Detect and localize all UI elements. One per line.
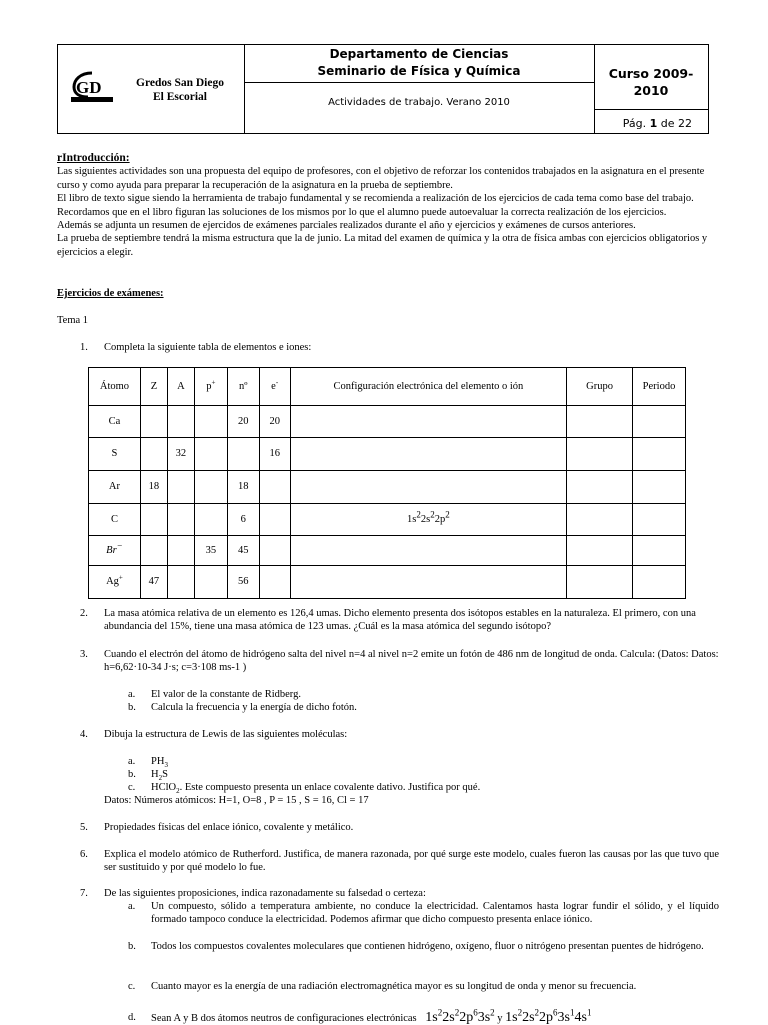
- sub-item-text: Un compuesto, sólido a temperatura ambiente, no conduce la electricidad. Calentamos hasta lograr fundir el sólido, y el líquido formado tampoco conduce la electricidad. Podemos afirmar que dicho compuesto presenta enlace iónico.: [151, 901, 719, 926]
- table-cell: Ca: [89, 406, 141, 438]
- sub-item-text: Cuanto mayor es la energía de una radiación electromagnética mayor es su longitud de onda y menor su frecuencia.: [151, 981, 637, 992]
- atomic-numbers-data: Datos: Números atómicos: H=1, O=8 , P = 15 , S = 16, Cl = 17: [104, 795, 369, 806]
- page-total: de 22: [660, 117, 692, 130]
- intro-paragraph: La prueba de septiembre tendrá la misma estructura que la de junio. La mitad del examen de química y la otra de física ambas con ejercicios obligatorios y ejercicios a elegir.: [57, 233, 708, 258]
- table-cell: [632, 406, 685, 438]
- sub-item-text: Calcula la frecuencia y la energía de dicho fotón.: [151, 702, 357, 713]
- table-cell: [194, 471, 227, 504]
- table-cell: [167, 471, 194, 504]
- table-cell: [194, 406, 227, 438]
- table-cell: 20: [227, 406, 259, 438]
- table-cell: [167, 566, 194, 599]
- column-header: p+: [194, 368, 227, 406]
- column-header: Configuración electrónica del elemento o ión: [290, 368, 566, 406]
- svg-text:GD: GD: [76, 78, 102, 97]
- intro-paragraph: El libro de texto sigue siendo la herramienta de trabajo fundamental y se recomienda a realización de los ejercicios de cada tema como base del trabajo. Recordamos que en el libro figuran las soluciones de los mismos por lo que el alumno puede autoevaluar la correcta realización de los ejercicios.: [57, 193, 694, 218]
- table-cell: [290, 406, 566, 438]
- question-text: Dibuja la estructura de Lewis de las siguientes moléculas:: [104, 729, 348, 740]
- school-logo-icon: [70, 69, 114, 103]
- sub-item-d-text: Sean A y B dos átomos neutros de configuraciones electrónicas: [151, 1013, 417, 1024]
- table-row: [89, 566, 686, 599]
- table-cell: [259, 504, 290, 536]
- table-cell: [567, 471, 633, 504]
- question-text: Completa la siguiente tabla de elementos e iones:: [104, 342, 312, 353]
- page-prefix: Pág.: [622, 117, 647, 130]
- intro-paragraph: Además se adjunta un resumen de ejercidos de exámenes parciales realizados durante el año y ejercicios y exámenes de cursos anteriores.: [57, 220, 636, 232]
- table-cell: [290, 566, 566, 599]
- table-cell: 16: [259, 438, 290, 471]
- table-row: [89, 504, 686, 536]
- table-cell: [194, 438, 227, 471]
- document-header: [57, 44, 709, 134]
- page-number: 1: [649, 117, 658, 130]
- question-number: 5.: [80, 822, 88, 833]
- department-title: Departamento de Ciencias: [329, 47, 509, 61]
- electron-configuration-a: $1s^22s^22p^63s^2$: [425, 1007, 495, 1025]
- table-cell: [567, 438, 633, 471]
- table-cell: [167, 536, 194, 566]
- topic-label: Tema 1: [57, 315, 89, 326]
- school-name-line2: El Escorial: [153, 91, 207, 103]
- table-cell: [290, 536, 566, 566]
- table-cell: [632, 536, 685, 566]
- introduction: [57, 152, 712, 259]
- sub-item-text: $H_2S$: [151, 769, 168, 783]
- table-cell: 32: [167, 438, 194, 471]
- sub-item-text: [151, 1007, 719, 1025]
- table-row: [89, 471, 686, 504]
- intro-paragraph: Las siguientes actividades son una propuesta del equipo de profesores, con el objetivo de reforzar los contenidos trabajados en la asignatura en el presente curso y como ayuda para preparar la recuperación de la asignatura en la prueba de septiembre.: [57, 166, 705, 191]
- table-cell: [567, 406, 633, 438]
- page-indicator: [594, 117, 708, 130]
- question-text: De las siguientes proposiciones, indica razonadamente su falsedad o certeza:: [104, 888, 426, 899]
- table-cell: [632, 471, 685, 504]
- question-number: 3.: [80, 649, 88, 660]
- sub-item-text: $PH_3$: [151, 756, 168, 770]
- course-label: [594, 65, 708, 99]
- table-cell: 56: [227, 566, 259, 599]
- question-text: La masa atómica relativa de un elemento es 126,4 umas. Dicho elemento presenta dos isótopos estables en la naturaleza. El primero, con una abundancia del 15%, tiene una masa atómica de 123 umas. ¿Cuál es la masa atómica del segundo isótopo?: [104, 608, 696, 633]
- question-text: Propiedades físicas del enlace iónico, covalente y metálico.: [104, 822, 354, 833]
- course-cell: [594, 45, 708, 133]
- table-cell: S: [89, 438, 141, 471]
- header-divider: [244, 82, 594, 83]
- table-header-row: [89, 368, 686, 406]
- table-cell: C: [89, 504, 141, 536]
- table-cell: 18: [140, 471, 167, 504]
- table-cell: [259, 536, 290, 566]
- table-cell: [140, 504, 167, 536]
- table-row: [89, 406, 686, 438]
- column-header: Periodo: [632, 368, 685, 406]
- table-cell: [567, 536, 633, 566]
- question-number: 7.: [80, 888, 88, 899]
- table-cell: [290, 471, 566, 504]
- table-cell: [194, 504, 227, 536]
- column-header: e-: [259, 368, 290, 406]
- school-cell: [58, 45, 245, 133]
- table-cell: [167, 504, 194, 536]
- column-header: nº: [227, 368, 259, 406]
- column-header: A: [167, 368, 194, 406]
- school-name-line1: Gredos San Diego: [136, 77, 224, 89]
- table-cell: [140, 438, 167, 471]
- sub-item-text: El valor de la constante de Ridberg.: [151, 689, 301, 700]
- seminar-title: Seminario de Física y Química: [317, 64, 521, 78]
- column-header: Z: [140, 368, 167, 406]
- table-row: [89, 536, 686, 566]
- table-cell: [227, 438, 259, 471]
- course-divider: [594, 109, 708, 110]
- column-header: Grupo: [567, 368, 633, 406]
- table-cell: Br−: [89, 536, 141, 566]
- table-cell: 18: [227, 471, 259, 504]
- course-line1: Curso 2009-: [608, 66, 694, 81]
- section-title: Ejercicios de exámenes:: [57, 288, 164, 299]
- table-cell: Ar: [89, 471, 141, 504]
- column-header: Átomo: [89, 368, 141, 406]
- introduction-title: rIntroducción:: [57, 152, 130, 164]
- question-number: 6.: [80, 849, 88, 860]
- table-cell: 6: [227, 504, 259, 536]
- table-cell: [167, 406, 194, 438]
- table-cell: 47: [140, 566, 167, 599]
- question-text: Explica el modelo atómico de Rutherford. Justifica, de manera razonada, por qué surge este modelo, cuales fueron las causas por las que tuvo que ser sustituido y por qué modelo lo fue.: [104, 849, 719, 874]
- table-cell: 35: [194, 536, 227, 566]
- table-cell: 20: [259, 406, 290, 438]
- sub-item-text: HClO$_2$. Este compuesto presenta un enlace covalente dativo. Justifica por qué.: [151, 782, 481, 796]
- table-row: [89, 438, 686, 471]
- question-number: 4.: [80, 729, 88, 740]
- question-text: Cuando el electrón del átomo de hidrógeno salta del nivel n=4 al nivel n=2 emite un fotón de 486 nm de longitud de onda. Calcula: (Datos: Datos: h=6,62·10-34 J·s; c=3·108 ms-1 ): [104, 649, 719, 674]
- table-cell: [259, 566, 290, 599]
- table-cell: [140, 536, 167, 566]
- table-cell: [632, 438, 685, 471]
- table-cell: [194, 566, 227, 599]
- department-cell: [244, 45, 595, 133]
- elements-table: [88, 367, 686, 599]
- school-name: [120, 76, 240, 104]
- table-cell: [632, 566, 685, 599]
- sub-item-text: Todos los compuestos covalentes moleculares que contienen hidrógeno, oxígeno, fluor o nitrógeno presentan puentes de hidrógeno.: [151, 941, 704, 952]
- question-number: 2.: [80, 608, 88, 619]
- electron-configuration: $1s^22s^22p^2$: [290, 504, 566, 536]
- electron-configuration-b: $1s^22s^22p^63s^14s^1$: [505, 1007, 592, 1025]
- table-cell: [259, 471, 290, 504]
- course-line2: 2010: [633, 83, 669, 98]
- table-cell: [567, 504, 633, 536]
- table-cell: [290, 438, 566, 471]
- table-cell: [140, 406, 167, 438]
- table-cell: Ag+: [89, 566, 141, 599]
- table-cell: [632, 504, 685, 536]
- activity-title: Actividades de trabajo. Verano 2010: [328, 97, 510, 108]
- question-number: 1.: [80, 342, 88, 353]
- table-cell: [567, 566, 633, 599]
- table-cell: 45: [227, 536, 259, 566]
- conjunction: y: [497, 1013, 503, 1024]
